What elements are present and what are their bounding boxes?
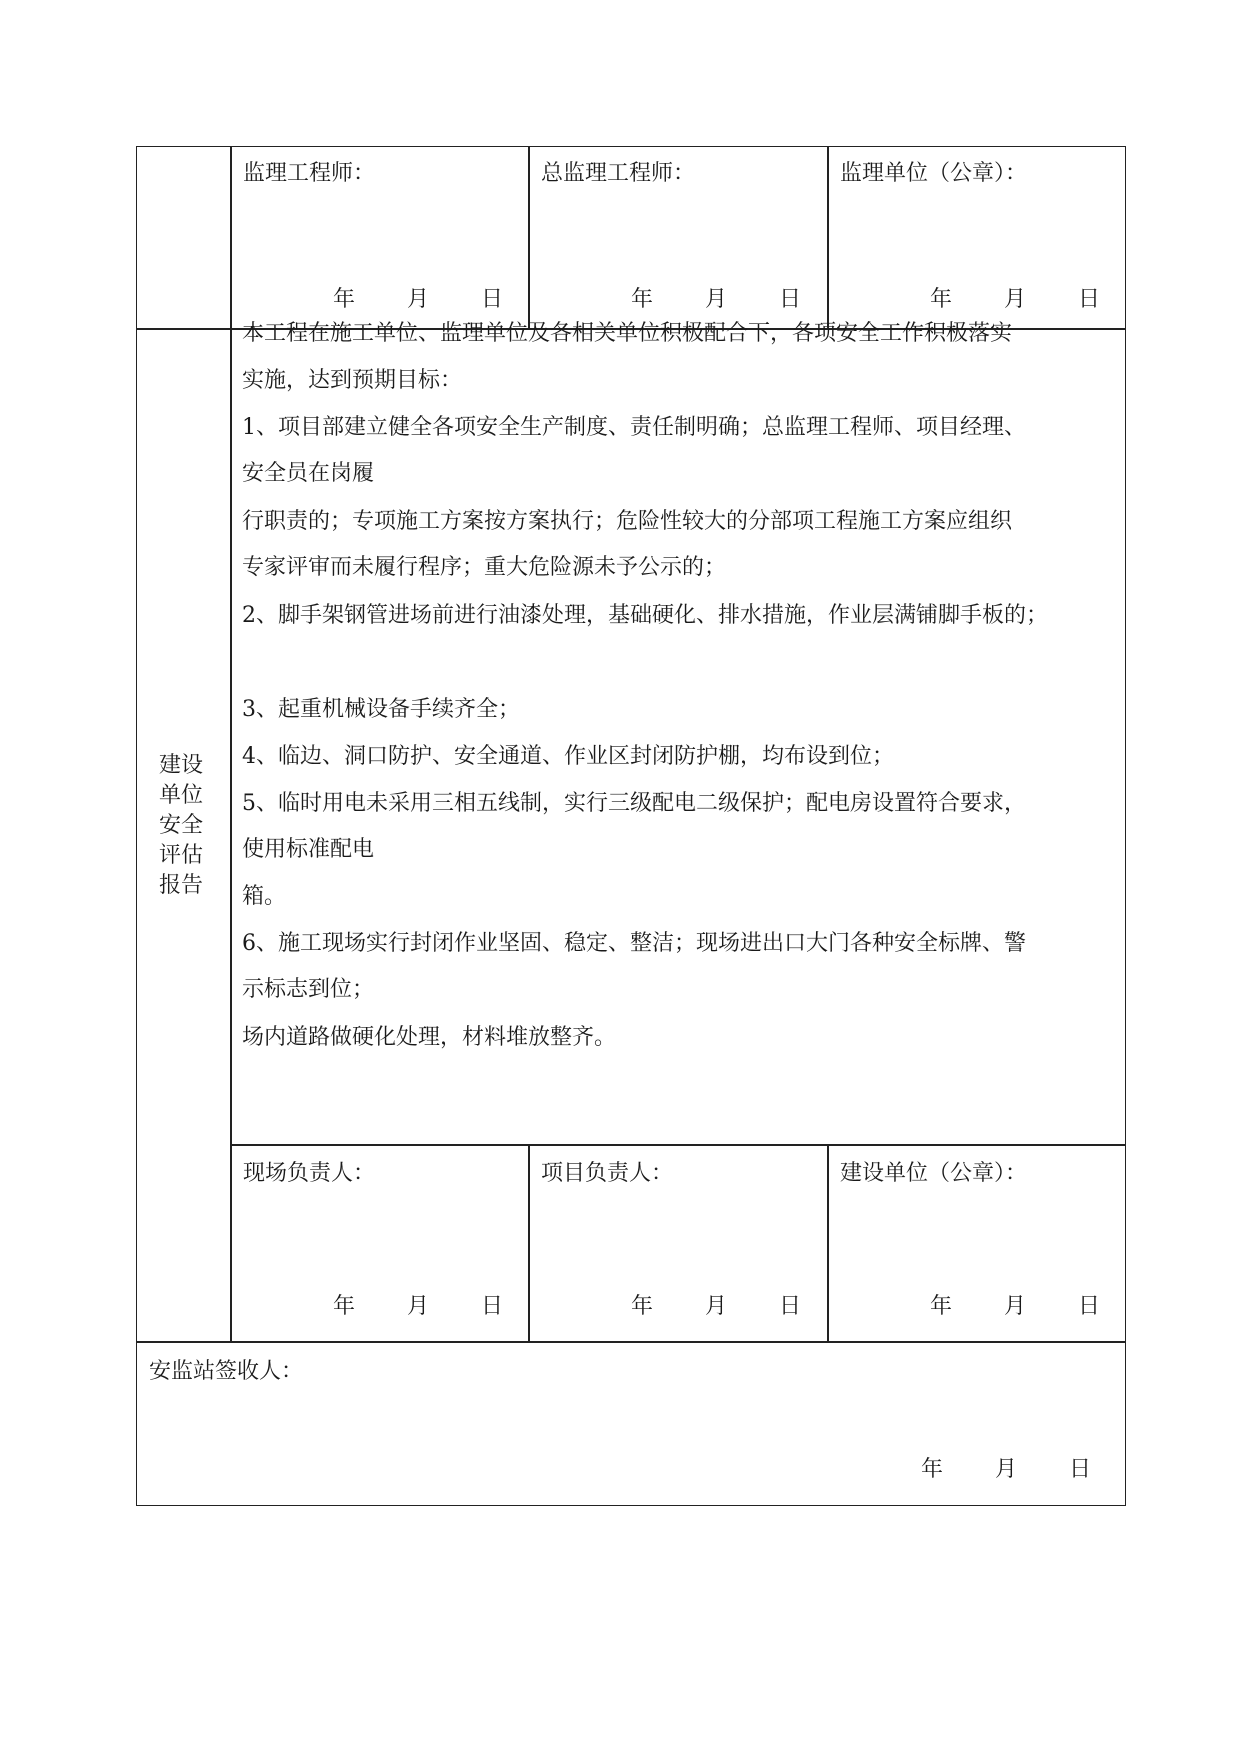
supervising-engineer-date xyxy=(243,285,523,315)
paragraph-line: 安全员在岗履 xyxy=(242,461,375,486)
date-year: 年 xyxy=(333,1294,356,1319)
date-month: 月 xyxy=(705,287,728,312)
safety-station-date xyxy=(837,1455,1117,1485)
date-day: 日 xyxy=(779,1294,802,1319)
date-month: 月 xyxy=(705,1294,728,1319)
paragraph-line: 6、施工现场实行封闭作业坚固、稳定、整洁；现场进出口大门各种安全标牌、警 xyxy=(242,931,1026,956)
safety-evaluation-form xyxy=(136,146,1126,1506)
project-manager-date xyxy=(541,1292,821,1322)
sig-column-divider-2b xyxy=(827,1144,829,1341)
date-day: 日 xyxy=(1078,287,1101,312)
paragraph-line: 使用标准配电 xyxy=(242,837,375,862)
paragraph-line: 5、临时用电未采用三相五线制，实行三级配电二级保护；配电房设置符合要求， xyxy=(242,791,1026,816)
date-month: 月 xyxy=(407,1294,430,1319)
date-month: 月 xyxy=(1004,1294,1027,1319)
date-year: 年 xyxy=(930,1294,953,1319)
date-day: 日 xyxy=(481,287,504,312)
supervising-engineer-label: 监理工程师： xyxy=(243,161,376,186)
sig-column-divider-1a xyxy=(528,147,530,329)
safety-station-recipient-label: 安监站签收人： xyxy=(149,1359,304,1384)
paragraph-line: 1、项目部建立健全各项安全生产制度、责任制明确；总监理工程师、项目经理、 xyxy=(242,415,1026,440)
row-divider-2 xyxy=(231,1144,1125,1146)
paragraph-line: 行职责的；专项施工方案按方案执行；危险性较大的分部项工程施工方案应组织 xyxy=(242,509,1013,534)
project-manager-label: 项目负责人： xyxy=(541,1161,674,1186)
row-divider-3 xyxy=(137,1341,1125,1343)
supervision-unit-seal-label: 监理单位（公章）： xyxy=(840,161,1028,186)
paragraph-line: 3、起重机械设备手续齐全； xyxy=(242,697,520,722)
date-day: 日 xyxy=(1078,1294,1101,1319)
date-month: 月 xyxy=(995,1457,1018,1482)
date-year: 年 xyxy=(921,1457,944,1482)
date-year: 年 xyxy=(930,287,953,312)
chief-supervising-engineer-date xyxy=(541,285,821,315)
sig-column-divider-2a xyxy=(827,147,829,329)
site-manager-label: 现场负责人： xyxy=(243,1161,376,1186)
paragraph-line: 专家评审而未履行程序；重大危险源未予公示的； xyxy=(242,555,727,580)
date-month: 月 xyxy=(1004,287,1027,312)
paragraph-line: 2、脚手架钢管进场前进行油漆处理，基础硬化、排水措施，作业层满铺脚手板的； xyxy=(242,603,1048,628)
date-year: 年 xyxy=(333,287,356,312)
supervision-unit-seal-date xyxy=(840,285,1120,315)
date-day: 日 xyxy=(779,287,802,312)
owner-unit-seal-label: 建设单位（公章）： xyxy=(840,1161,1028,1186)
label-column-divider xyxy=(230,147,232,1341)
paragraph-line: 示标志到位； xyxy=(242,977,375,1002)
date-year: 年 xyxy=(631,1294,654,1319)
paragraph-line: 本工程在施工单位、监理单位及各相关单位积极配合下，各项安全工作积极落实 xyxy=(242,321,1013,346)
owner-safety-report-side-label: 建设单位安全评估报告 xyxy=(159,753,204,898)
owner-unit-seal-date xyxy=(840,1292,1120,1322)
sig-column-divider-1b xyxy=(528,1144,530,1341)
site-manager-date xyxy=(243,1292,523,1322)
date-month: 月 xyxy=(407,287,430,312)
paragraph-line: 实施，达到预期目标： xyxy=(242,368,463,393)
paragraph-line: 4、临边、洞口防护、安全通道、作业区封闭防护棚，均布设到位； xyxy=(242,744,894,769)
date-year: 年 xyxy=(631,287,654,312)
chief-supervising-engineer-label: 总监理工程师： xyxy=(541,161,696,186)
paragraph-line: 箱。 xyxy=(242,884,287,909)
paragraph-line: 场内道路做硬化处理，材料堆放整齐。 xyxy=(242,1025,617,1050)
date-day: 日 xyxy=(1069,1457,1092,1482)
date-day: 日 xyxy=(481,1294,504,1319)
